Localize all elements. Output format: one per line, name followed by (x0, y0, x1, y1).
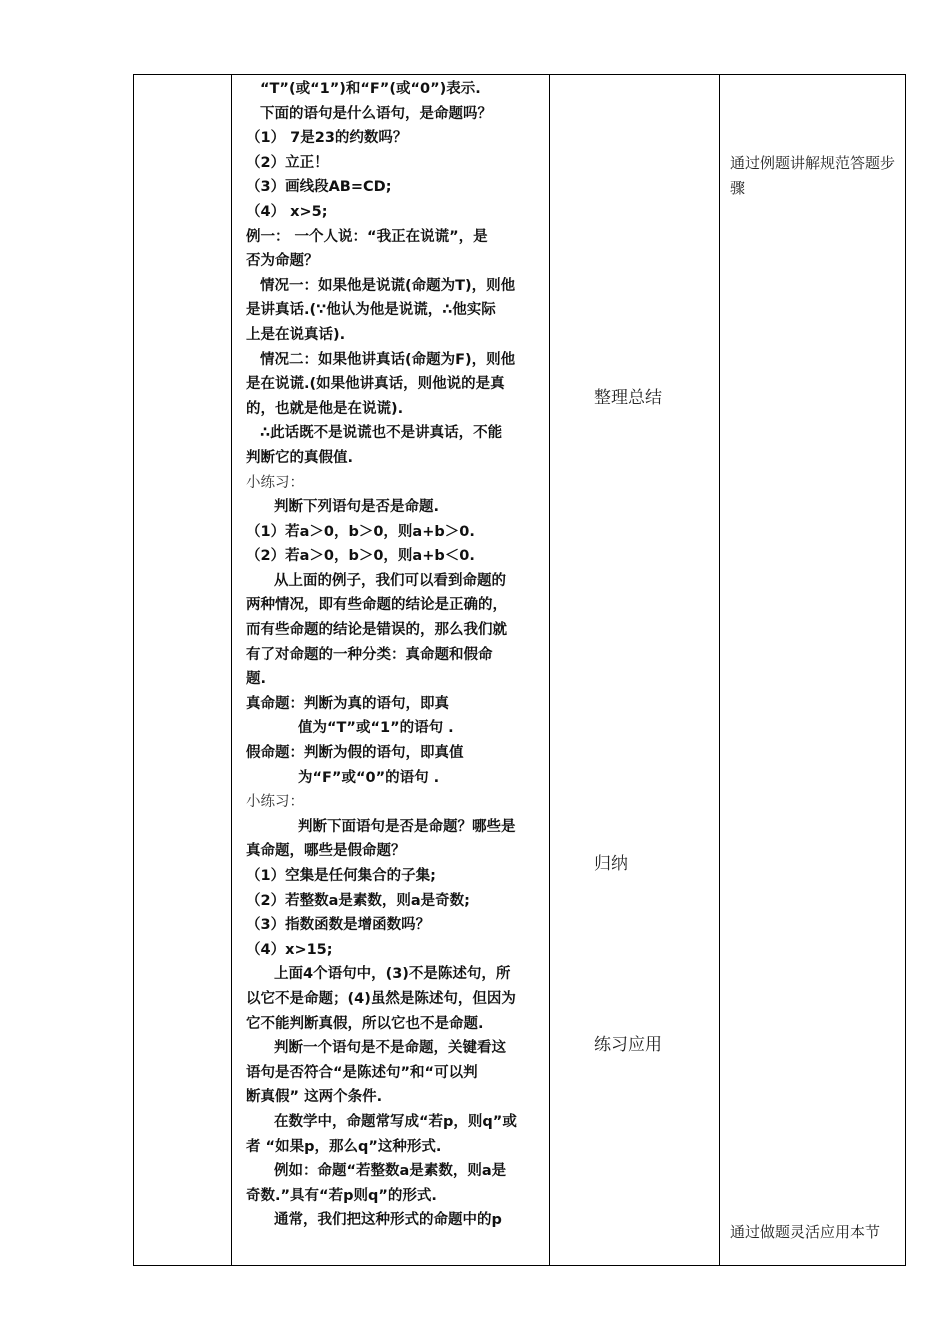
content-line: （1） 7是23的约数吗？ (246, 130, 408, 147)
content-line: 判断它的真假值. (246, 449, 354, 466)
teaching-content-column (238, 75, 548, 1265)
content-line: 上是在说真话). (246, 326, 346, 343)
content-line: 而有些命题的结论是错误的，那么我们就 (246, 622, 507, 639)
content-line: 有了对命题的一种分类：真命题和假命 (246, 646, 493, 663)
content-line: 例如：命题“若整数a是素数，则a是 (274, 1163, 507, 1180)
content-line: 例一： 一个人说：“我正在说谎”，是 (246, 228, 488, 245)
content-line: 从上面的例子，我们可以看到命题的 (274, 572, 506, 589)
content-line: 上面4个语句中，(3)不是陈述句，所 (274, 966, 511, 983)
content-line: 否为命题？ (246, 253, 319, 270)
content-line: （2）若a＞0，b＞0，则a+b＜0. (246, 548, 475, 565)
content-line: （2）立正！ (246, 154, 329, 171)
content-line: 是在说谎.(如果他讲真话，则他说的是真 (246, 376, 505, 393)
stage-label-induction: 归纳 (594, 854, 628, 874)
content-line: 小练习： (246, 474, 304, 491)
content-line: 为“F”或“0”的语句 . (298, 769, 440, 786)
content-line: 语句是否符合“是陈述句”和“可以判 (246, 1064, 478, 1081)
content-line: （4）x>15; (246, 941, 333, 958)
content-line: 在数学中，命题常写成“若p，则q”或 (274, 1113, 517, 1130)
content-line: ∴此话既不是说谎也不是讲真话，不能 (260, 425, 503, 442)
content-line: （4） x>5; (246, 203, 328, 220)
content-line: 以它不是命题；(4)虽然是陈述句，但因为 (246, 990, 516, 1007)
content-line: 断真假” 这两个条件. (246, 1089, 383, 1106)
content-line: （1）空集是任何集合的子集; (246, 868, 436, 884)
content-line: （3）画线段AB=CD; (246, 179, 392, 196)
column-divider-3 (719, 75, 720, 1265)
content-line: 判断下面语句是否是命题？哪些是 (298, 818, 516, 835)
content-line: 题. (246, 671, 267, 688)
content-line: （1）若a＞0，b＞0，则a+b＞0. (246, 523, 475, 540)
lesson-table (133, 74, 906, 1266)
content-line: 情况二：如果他讲真话(命题为F)，则他 (260, 351, 516, 368)
content-line: 情况一：如果他是说谎(命题为T)，则他 (260, 277, 516, 294)
content-line: 它不能判断真假，所以它也不是命题. (246, 1015, 484, 1032)
design-note-practice: 通过做题灵活应用本节 (730, 1223, 881, 1241)
content-line: 通常，我们把这种形式的命题中的p (274, 1212, 502, 1229)
stage-label-practice: 练习应用 (594, 1035, 662, 1055)
content-line: 两种情况，即有些命题的结论是正确的， (246, 597, 507, 614)
column-divider-1 (231, 75, 232, 1265)
content-line: （3）指数函数是增函数吗？ (246, 917, 431, 934)
content-line: 小练习： (246, 794, 304, 811)
content-line: 的，也就是他是在说谎). (246, 400, 404, 417)
content-line: 者 “如果p，那么q”这种形式. (246, 1138, 442, 1155)
stage-label-summary: 整理总结 (594, 388, 662, 408)
content-line: 是讲真话.(∵他认为他是说谎，∴他实际 (246, 302, 496, 319)
content-line: 奇数.”具有“若p则q”的形式. (246, 1187, 437, 1204)
column-divider-2 (549, 75, 550, 1265)
content-line: 判断一个语句是不是命题，关键看这 (274, 1040, 506, 1057)
content-line: （2）若整数a是素数，则a是奇数; (246, 892, 470, 909)
content-line: “T”(或“1”)和“F”(或“0”)表示. (260, 81, 481, 97)
content-line: 真命题，哪些是假命题？ (246, 843, 406, 860)
content-line: 假命题：判断为假的语句，即真值 (246, 745, 464, 762)
design-note-example: 通过例题讲解规范答题步骤 (730, 154, 896, 197)
content-line: 下面的语句是什么语句，是命题吗？ (260, 105, 492, 122)
content-line: 判断下列语句是否是命题. (274, 499, 440, 516)
content-line: 真命题：判断为真的语句，即真 (246, 695, 449, 712)
content-line: 值为“T”或“1”的语句 . (298, 720, 454, 737)
